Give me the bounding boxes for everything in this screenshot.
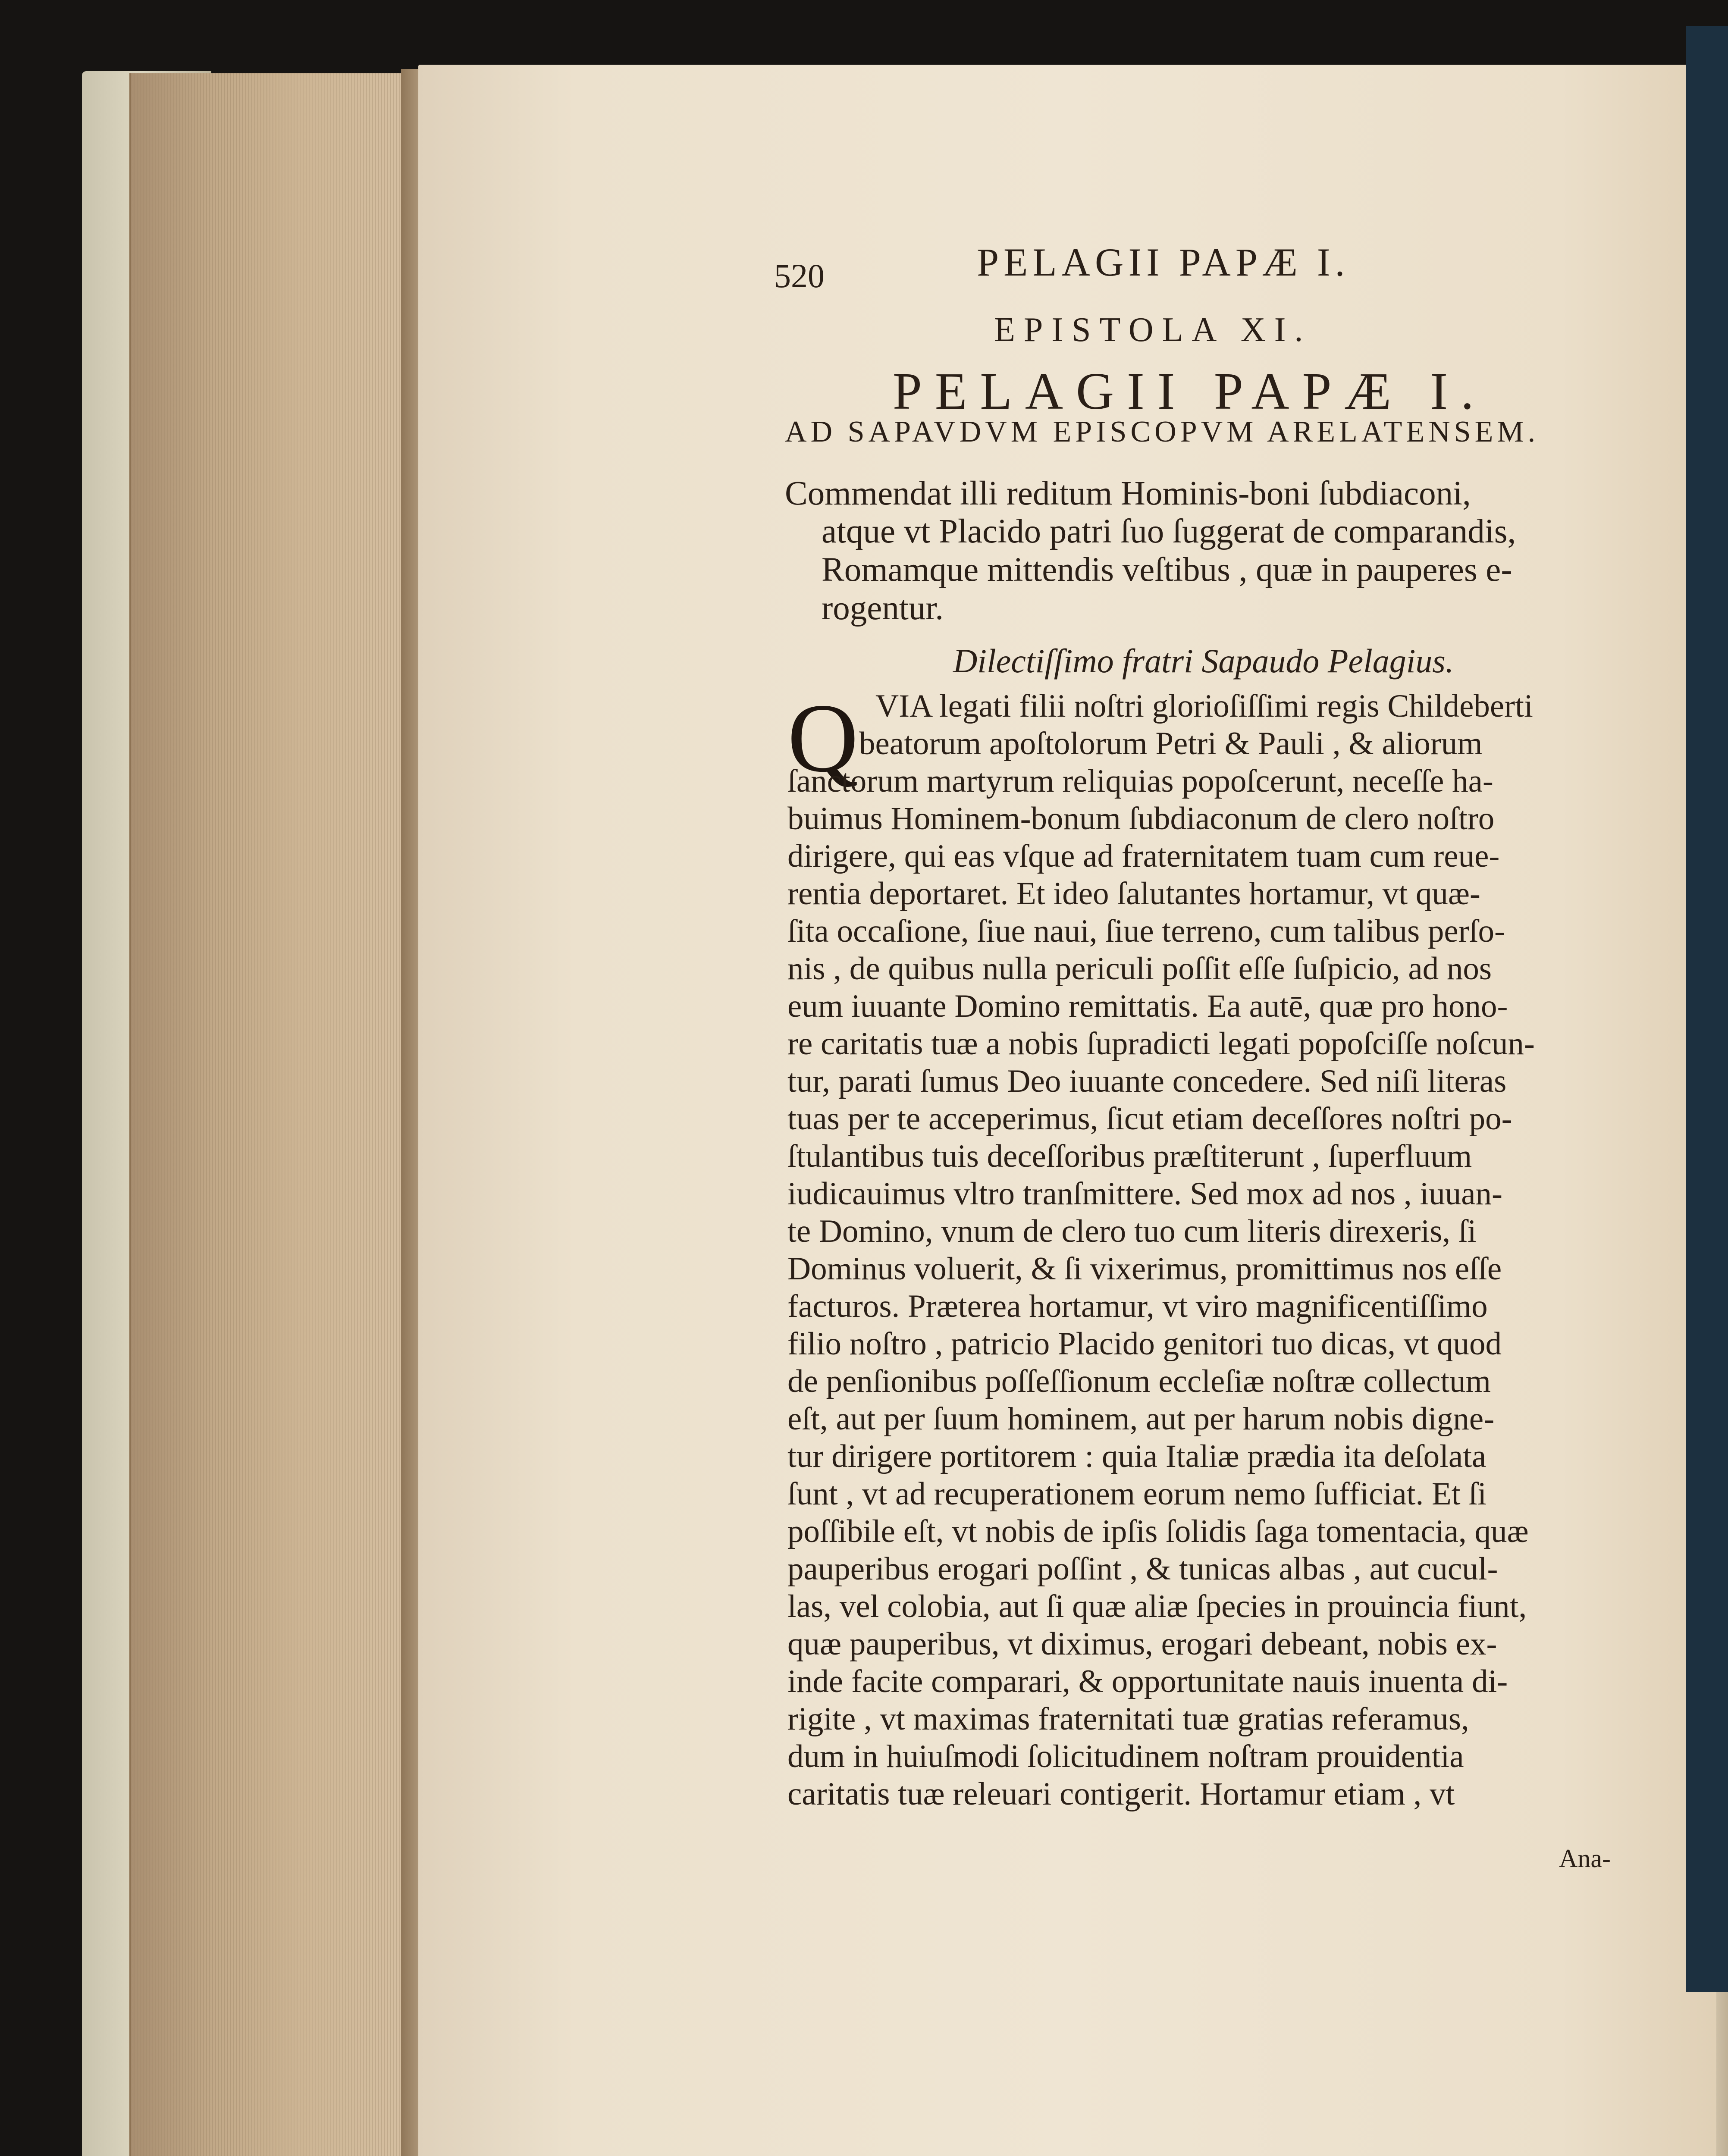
body-line: dirigere, qui eas vſque ad fraternitatem tuam cum reue- xyxy=(787,838,1500,874)
summary-line: Commendat illi reditum Hominis-boni ſubdiaconi, xyxy=(785,475,1471,512)
body-line: nis , de quibus nulla periculi poſſit eſſe ſuſpicio, ad nos xyxy=(787,951,1492,987)
body-line: buimus Hominem-bonum ſubdiaconum de clero noſtro xyxy=(787,801,1495,837)
body-line: iudicauimus vltro tranſmittere. Sed mox ad nos , iuuan- xyxy=(787,1176,1503,1212)
running-title: PELAGII PAPÆ I. xyxy=(977,240,1350,284)
body-line: tur, parati ſumus Deo iuuante concedere. Sed niſi literas xyxy=(787,1063,1507,1099)
catchword: Ana- xyxy=(1559,1844,1611,1873)
body-line: pauperibus erogari poſſint , & tunicas albas , aut cucul- xyxy=(787,1551,1498,1587)
summary-line: rogentur. xyxy=(822,589,944,627)
drop-cap: Q xyxy=(787,684,859,793)
body-line: tur dirigere portitorem : quia Italiæ prædia ita deſolata xyxy=(787,1438,1487,1474)
body-line: te Domino, vnum de clero tuo cum literis direxeris, ſi xyxy=(787,1213,1477,1249)
body-line: filio noſtro , patricio Placido genitori tuo dicas, vt quod xyxy=(787,1326,1502,1362)
body-line: rigite , vt maximas fraternitati tuæ gratias referamus, xyxy=(787,1701,1469,1737)
letter-address: AD SAPAVDVM EPISCOPVM ARELATENSEM. xyxy=(785,415,1540,448)
letter-title: PELAGII PAPÆ I. xyxy=(893,362,1487,420)
body-line: eſt, aut per ſuum hominem, aut per harum nobis digne- xyxy=(787,1401,1495,1437)
body-line: inde facite comparari, & opportunitate nauis inuenta di- xyxy=(787,1664,1508,1699)
body-line: rentia deportaret. Et ideo ſalutantes hortamur, vt quæ- xyxy=(787,876,1480,912)
body-line: ſanctorum martyrum reliquias popoſcerunt, neceſſe ha- xyxy=(787,763,1493,799)
epistola-heading: EPISTOLA XI. xyxy=(994,311,1312,349)
body-line: dum in huiuſmodi ſolicitudinem noſtram prouidentia xyxy=(787,1739,1464,1774)
body-line: facturos. Præterea hortamur, vt viro magnificentiſſimo xyxy=(787,1288,1488,1324)
body-line: ſunt , vt ad recuperationem eorum nemo ſufficiat. Et ſi xyxy=(787,1476,1487,1512)
body-line: las, vel colobia, aut ſi quæ aliæ ſpecies in prouincia fiunt, xyxy=(787,1589,1527,1624)
body-line: poſſibile eſt, vt nobis de ipſis ſolidis ſaga tomentacia, quæ xyxy=(787,1514,1529,1549)
body-line: VIA legati filii noſtri glorioſiſſimi regis Childeberti xyxy=(875,688,1533,724)
body-line: tuas per te acceperimus, ſicut etiam deceſſores noſtri po- xyxy=(787,1101,1512,1137)
salutation: Dilectiſſimo fratri Sapaudo Pelagius. xyxy=(953,642,1454,680)
page-block-edge xyxy=(129,73,415,2156)
body-line: ſtulantibus tuis deceſſoribus præſtiterunt , ſuperfluum xyxy=(787,1138,1472,1174)
body-line: eum iuuante Domino remittatis. Ea autē, quæ pro hono- xyxy=(787,988,1508,1024)
body-line: caritatis tuæ releuari contigerit. Hortamur etiam , vt xyxy=(787,1776,1455,1812)
body-line: Dominus voluerit, & ſi vixerimus, promittimus nos eſſe xyxy=(787,1251,1502,1287)
body-line: ſita occaſione, ſiue naui, ſiue terreno, cum talibus perſo- xyxy=(787,913,1505,949)
body-line: beatorum apoſtolorum Petri & Pauli , & aliorum xyxy=(859,726,1483,761)
body-line: re caritatis tuæ a nobis ſupradicti legati popoſciſſe noſcun- xyxy=(787,1026,1535,1062)
background-strip xyxy=(1686,26,1728,1992)
body-line: de penſionibus poſſeſſionum eccleſiæ noſtræ collectum xyxy=(787,1363,1491,1399)
summary-line: Romamque mittendis veſtibus , quæ in pauperes e- xyxy=(822,551,1512,589)
body-line: quæ pauperibus, vt diximus, erogari debeant, nobis ex- xyxy=(787,1626,1497,1662)
page-number: 520 xyxy=(774,257,825,295)
summary-line: atque vt Placido patri ſuo ſuggerat de comparandis, xyxy=(822,513,1516,550)
